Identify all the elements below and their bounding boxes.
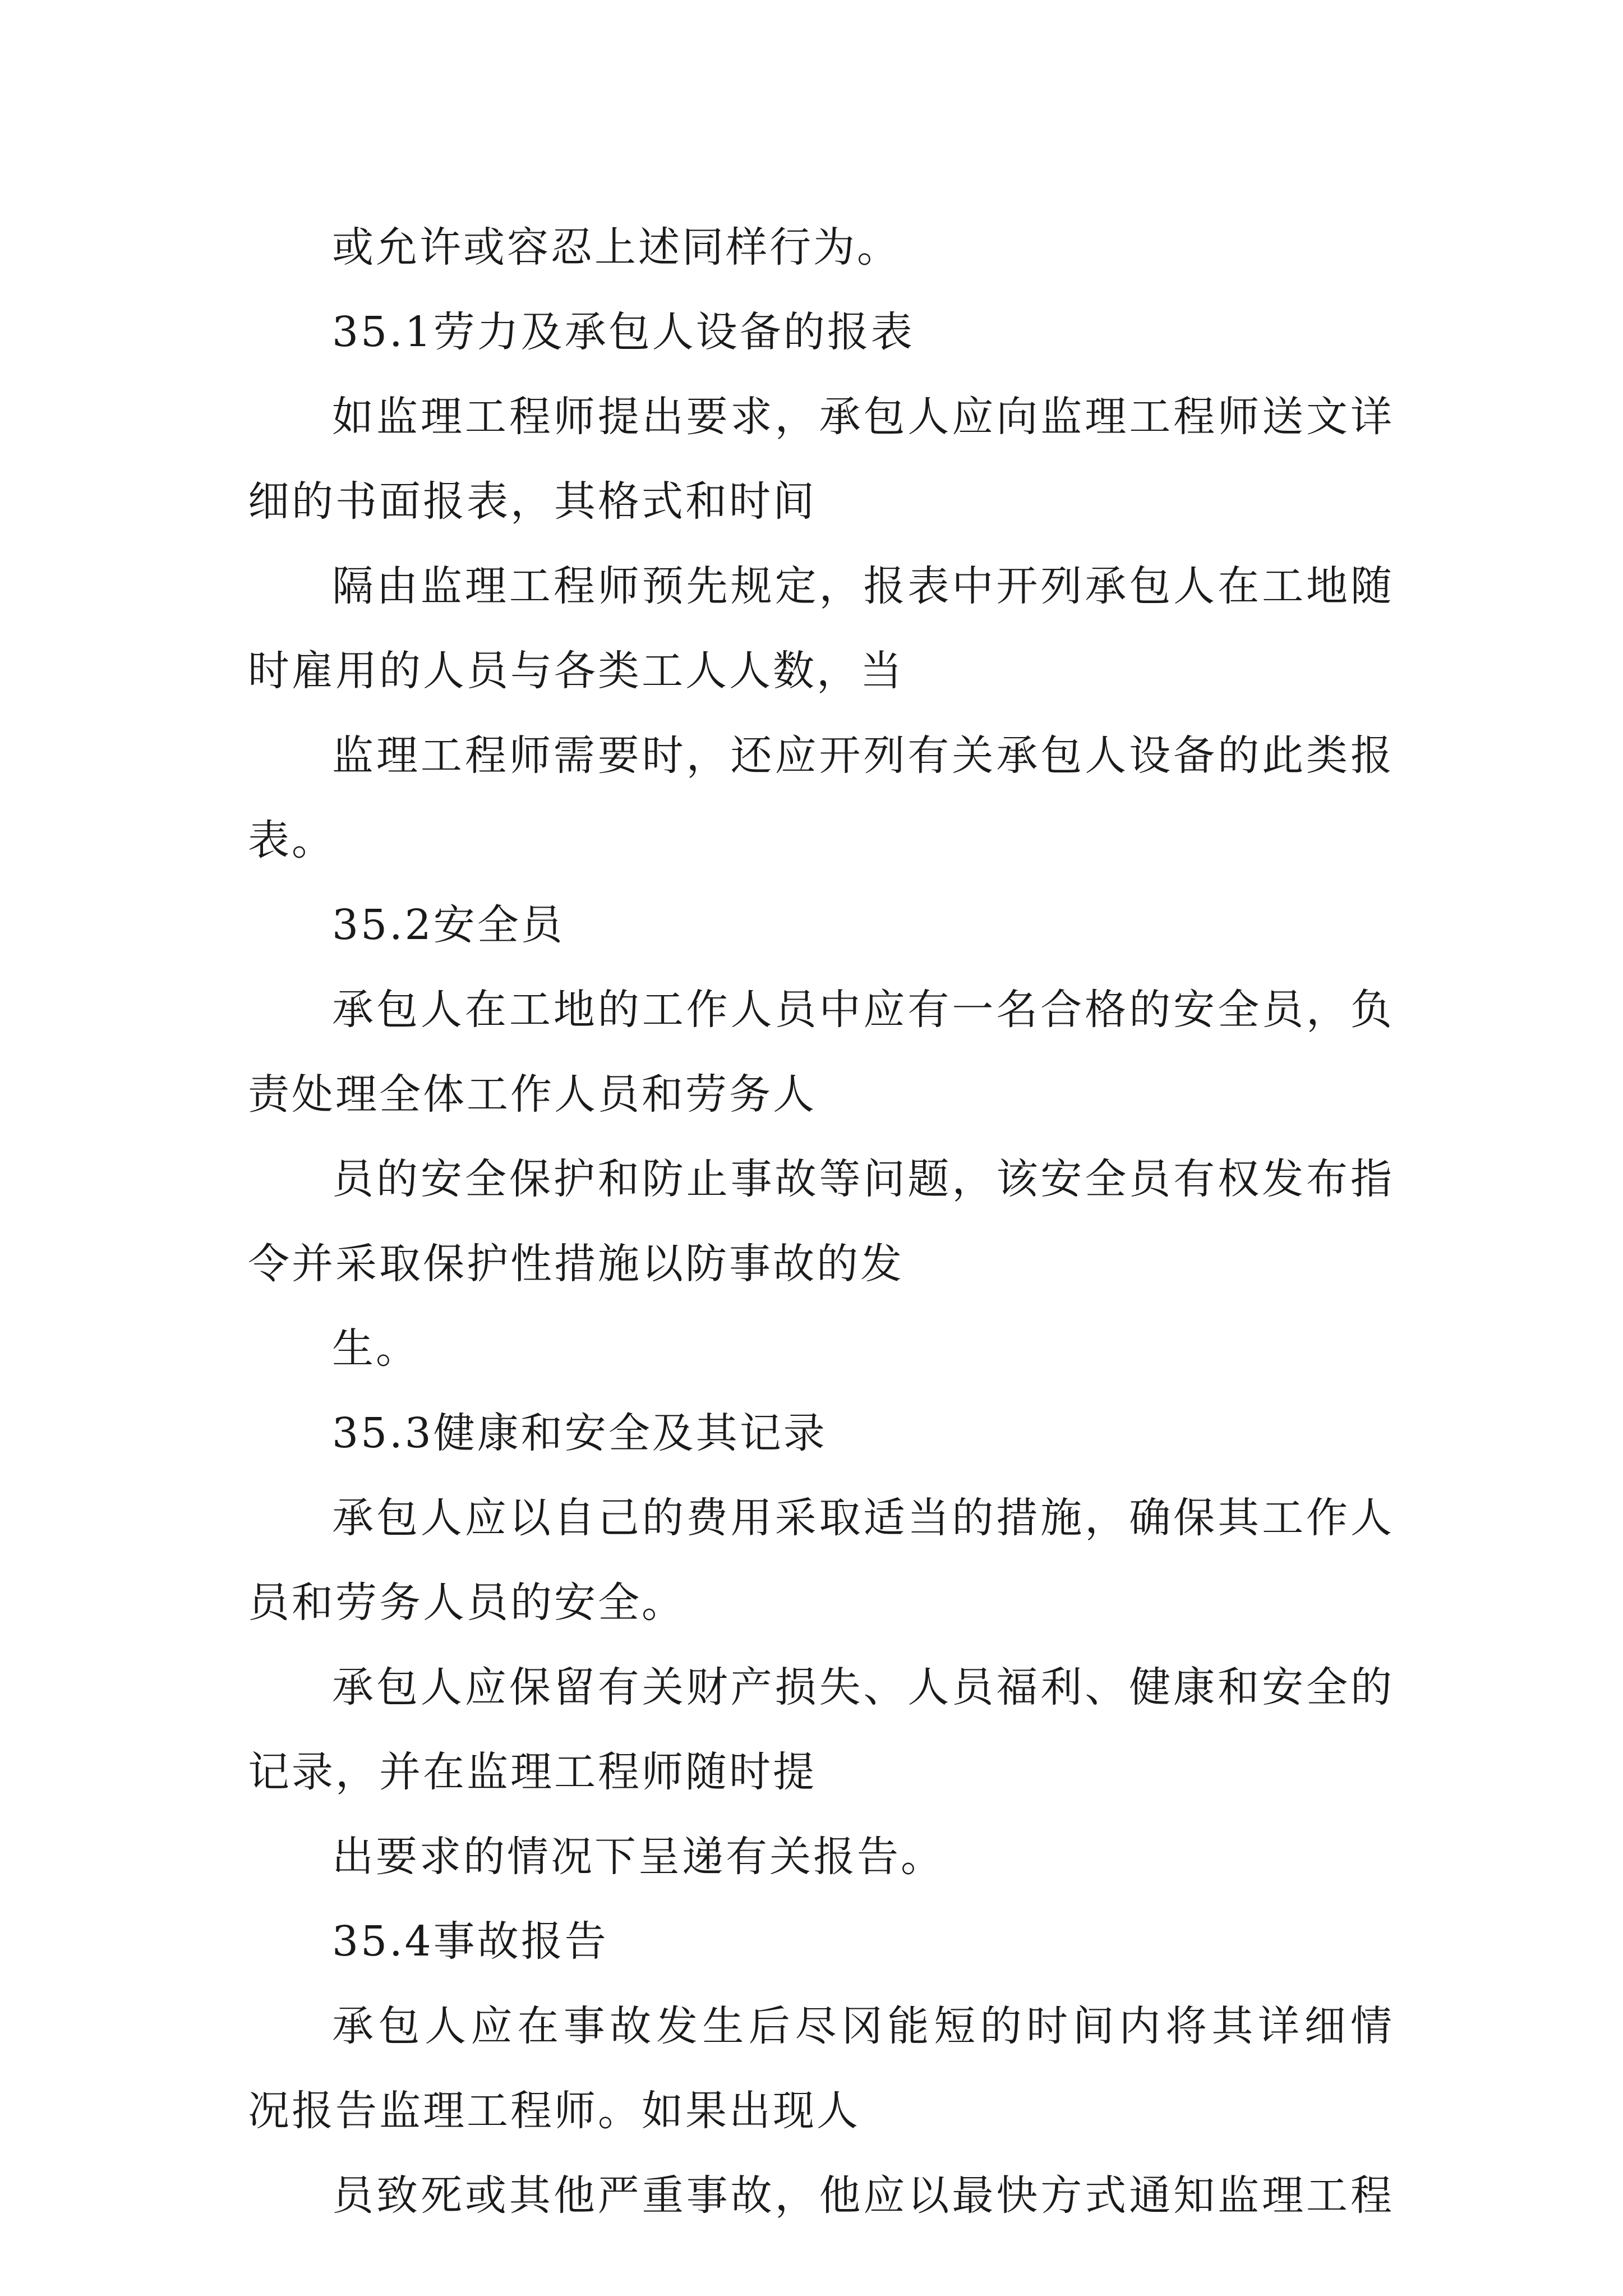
- text-line: 承包人应在事故发生后尽冈能短的时间内将其详细情: [332, 2002, 1392, 2050]
- text-line: 时雇用的人员与各类工人人数，当: [248, 647, 904, 695]
- text-line: 监理工程师需要时，还应开列有关承包人设备的此类报: [332, 731, 1392, 780]
- text-line: 令并采取保护性措施以防事故的发: [248, 1240, 904, 1288]
- text-line: 隔由监理工程师预先规定，报表中开列承包人在工地随: [332, 562, 1392, 610]
- text-line: 细的书面报表，其格式和时间: [248, 477, 817, 526]
- section-heading-35-2: 35.2安全员: [332, 901, 565, 949]
- text-line: 如监理工程师提出要求，承包人应向监理工程师送文详: [332, 393, 1392, 441]
- text-line: 员和劳务人员的安全。: [248, 1579, 685, 1627]
- text-line: 承包人在工地的工作人员中应有一名合格的安全员，负: [332, 986, 1392, 1034]
- text-line: 承包人应以自己的费用采取适当的措施，确保其工作人: [332, 1494, 1392, 1542]
- text-line: 或允许或容忍上述同样行为。: [332, 223, 901, 272]
- text-line: 承包人应保留有关财产损失、人员福利、健康和安全的: [332, 1663, 1392, 1711]
- section-heading-35-1: 35.1劳力及承包人设备的报表: [332, 308, 915, 356]
- text-line: 员的安全保护和防止事故等问题，该安全员有权发布指: [332, 1155, 1392, 1203]
- section-heading-35-3: 35.3健康和安全及其记录: [332, 1409, 827, 1457]
- text-line: 出要求的情况下呈递有关报告。: [332, 1833, 944, 1881]
- text-line: 记录，并在监理工程师随时提: [248, 1748, 817, 1796]
- text-line: 表。: [248, 816, 335, 864]
- text-line: 责处理全体工作人员和劳务人: [248, 1070, 817, 1119]
- text-line: 况报告监理工程师。如果出现人: [248, 2087, 860, 2135]
- text-line: 员致死或其他严重事故，他应以最快方式通知监理工程: [332, 2171, 1392, 2220]
- document-body: [248, 205, 1392, 2238]
- section-heading-35-4: 35.4事故报告: [332, 1917, 608, 1966]
- text-line: 生。: [332, 1324, 419, 1373]
